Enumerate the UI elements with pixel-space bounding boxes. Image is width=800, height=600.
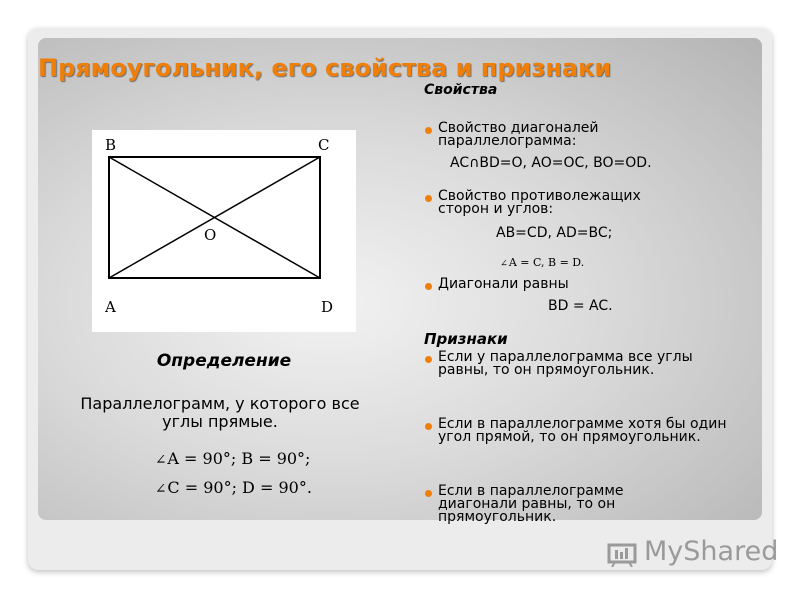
property-angles-formula-text: A = C, B = D. [508,256,585,269]
bullet-icon [425,283,432,290]
definition-heading: Определение [156,351,292,371]
property-item-2-text: Свойство противолежащих сторон и углов: [438,188,641,217]
definition-angles-line2 [155,478,312,497]
rectangle-figure [92,130,356,332]
sign-item-2: Если в параллелограмме хотя бы один угол прямой, то он прямоугольник. [438,416,727,445]
property-item-1-text: Свойство диагоналей параллелограмма: [438,120,599,149]
property-item-1-formula: AC∩BD=O, AO=OC, BO=OD. [450,155,652,171]
angle-icon: ∠ [155,481,167,497]
myshared-logo[interactable] [606,536,778,567]
property-item-2-formula: AB=CD, AD=BC; [496,225,613,241]
bullet-icon [425,195,432,202]
bullet-icon [425,490,432,497]
definition-angles-line2-text: C = 90°; D = 90°. [167,478,312,497]
property-item-3-formula: BD = AC. [548,298,613,314]
definition-angles-line1 [155,449,310,468]
signs-heading: Признаки [424,330,508,348]
vertex-label-b: B [105,136,117,154]
vertex-label-c: C [318,136,330,154]
myshared-logo-icon [606,537,640,567]
vertex-label-d: D [321,298,334,316]
myshared-logo-text: MyShared [644,536,779,567]
property-item-3-text: Диагонали равны [438,276,569,292]
definition-text: Параллелограмм, у которого все углы прямые. [80,394,360,431]
bullet-icon [425,127,432,134]
angle-icon: ∠ [500,258,508,269]
sign-item-3: Если в параллелограмме диагонали равны, то он прямоугольник. [438,483,624,525]
vertex-label-a: A [105,298,116,316]
bullet-icon [425,423,432,430]
center-label-o: O [204,226,217,244]
angle-icon: ∠ [155,452,167,468]
definition-angles-line1-text: A = 90°; B = 90°; [167,449,311,468]
properties-heading: Свойства [424,82,498,98]
sign-item-1: Если у параллелограмма все углы равны, то он прямоугольник. [438,349,693,378]
rectangle-diagram [92,130,356,332]
slide-title: Прямоугольник, его свойства и признаки [38,54,612,82]
bullet-icon [425,356,432,363]
property-angles-formula [500,256,584,269]
